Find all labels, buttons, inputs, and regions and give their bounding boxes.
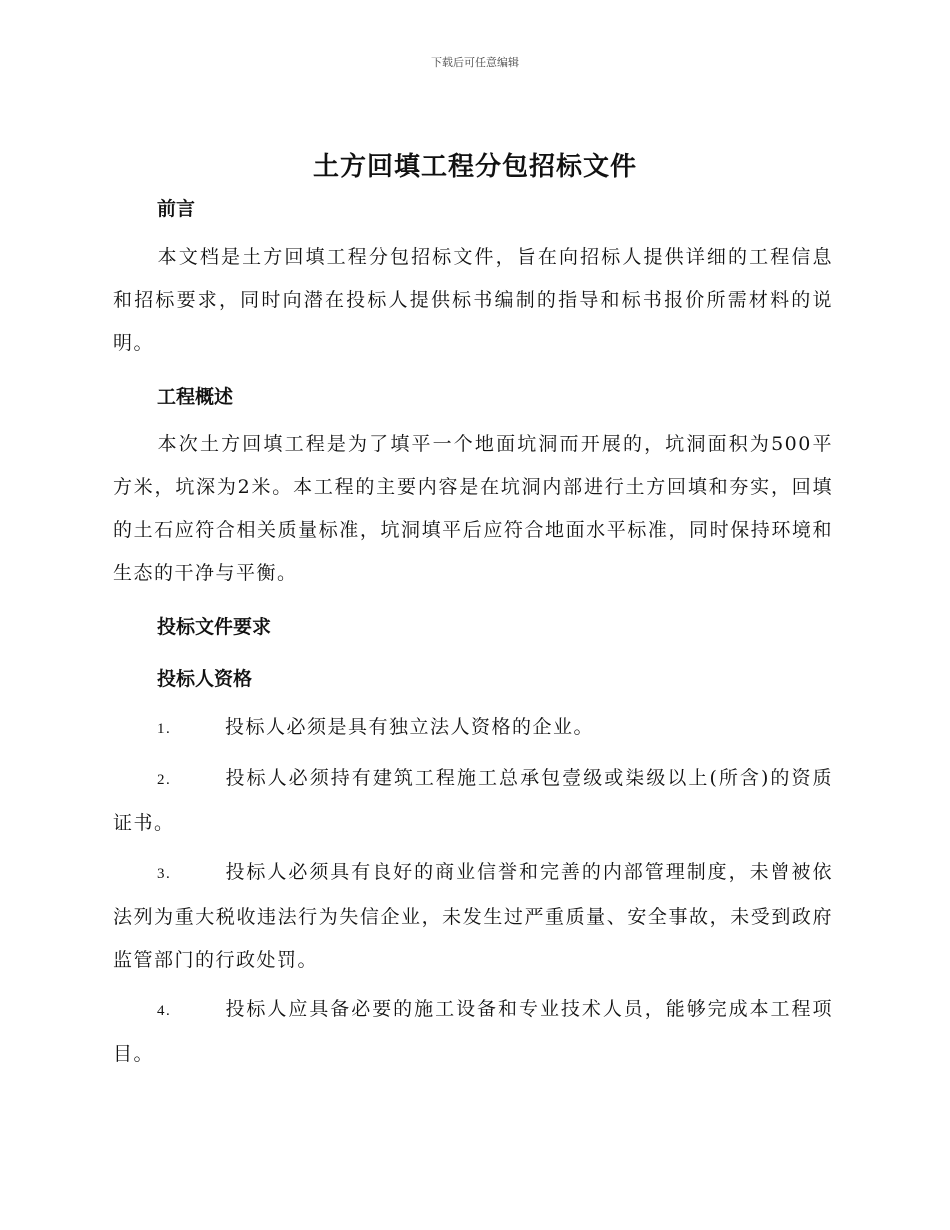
section-heading-qualification: 投标人资格	[157, 668, 253, 690]
section-heading-preface: 前言	[157, 198, 196, 220]
list-item-number: 1.	[157, 721, 172, 737]
list-item-text: 投标人应具备必要的施工设备和专业技术人员，能够完成本工程项目。	[113, 998, 833, 1065]
paragraph-overview	[113, 423, 833, 595]
list-item	[113, 757, 833, 845]
page-header: 下载后可任意编辑	[431, 56, 519, 69]
list-item-number: 2.	[157, 772, 172, 788]
list-item	[113, 706, 833, 751]
list-item-number: 4.	[157, 1003, 172, 1019]
list-item-number: 3.	[157, 866, 172, 882]
section-heading-bid-docs: 投标文件要求	[157, 616, 272, 638]
list-item-text: 投标人必须持有建筑工程施工总承包壹级或柒级以上(所含)的资质证书。	[113, 767, 833, 834]
paragraph-preface-text: 本文档是土方回填工程分包招标文件，旨在向招标人提供详细的工程信息和招标要求，同时向潜在投标人提供标书编制的指导和标书报价所需材料的说明。	[113, 246, 833, 354]
list-item	[113, 988, 833, 1076]
list-item-text: 投标人必须具有良好的商业信誉和完善的内部管理制度，未曾被依法列为重大税收违法行为失信企业，未发生过严重质量、安全事故，未受到政府监管部门的行政处罚。	[113, 861, 833, 971]
paragraph-preface	[113, 236, 833, 365]
section-heading-overview: 工程概述	[157, 386, 234, 408]
paragraph-overview-text: 本次土方回填工程是为了填平一个地面坑洞而开展的，坑洞面积为500平方米，坑深为2米。本工程的主要内容是在坑洞内部进行土方回填和夯实，回填的土石应符合相关质量标准，坑洞填平后应符合地面水平标准，同时保持环境和生态的干净与平衡。	[113, 433, 833, 584]
list-item-text: 投标人必须是具有独立法人资格的企业。	[225, 716, 595, 738]
list-item	[113, 851, 833, 982]
document-title: 土方回填工程分包招标文件	[312, 152, 637, 182]
